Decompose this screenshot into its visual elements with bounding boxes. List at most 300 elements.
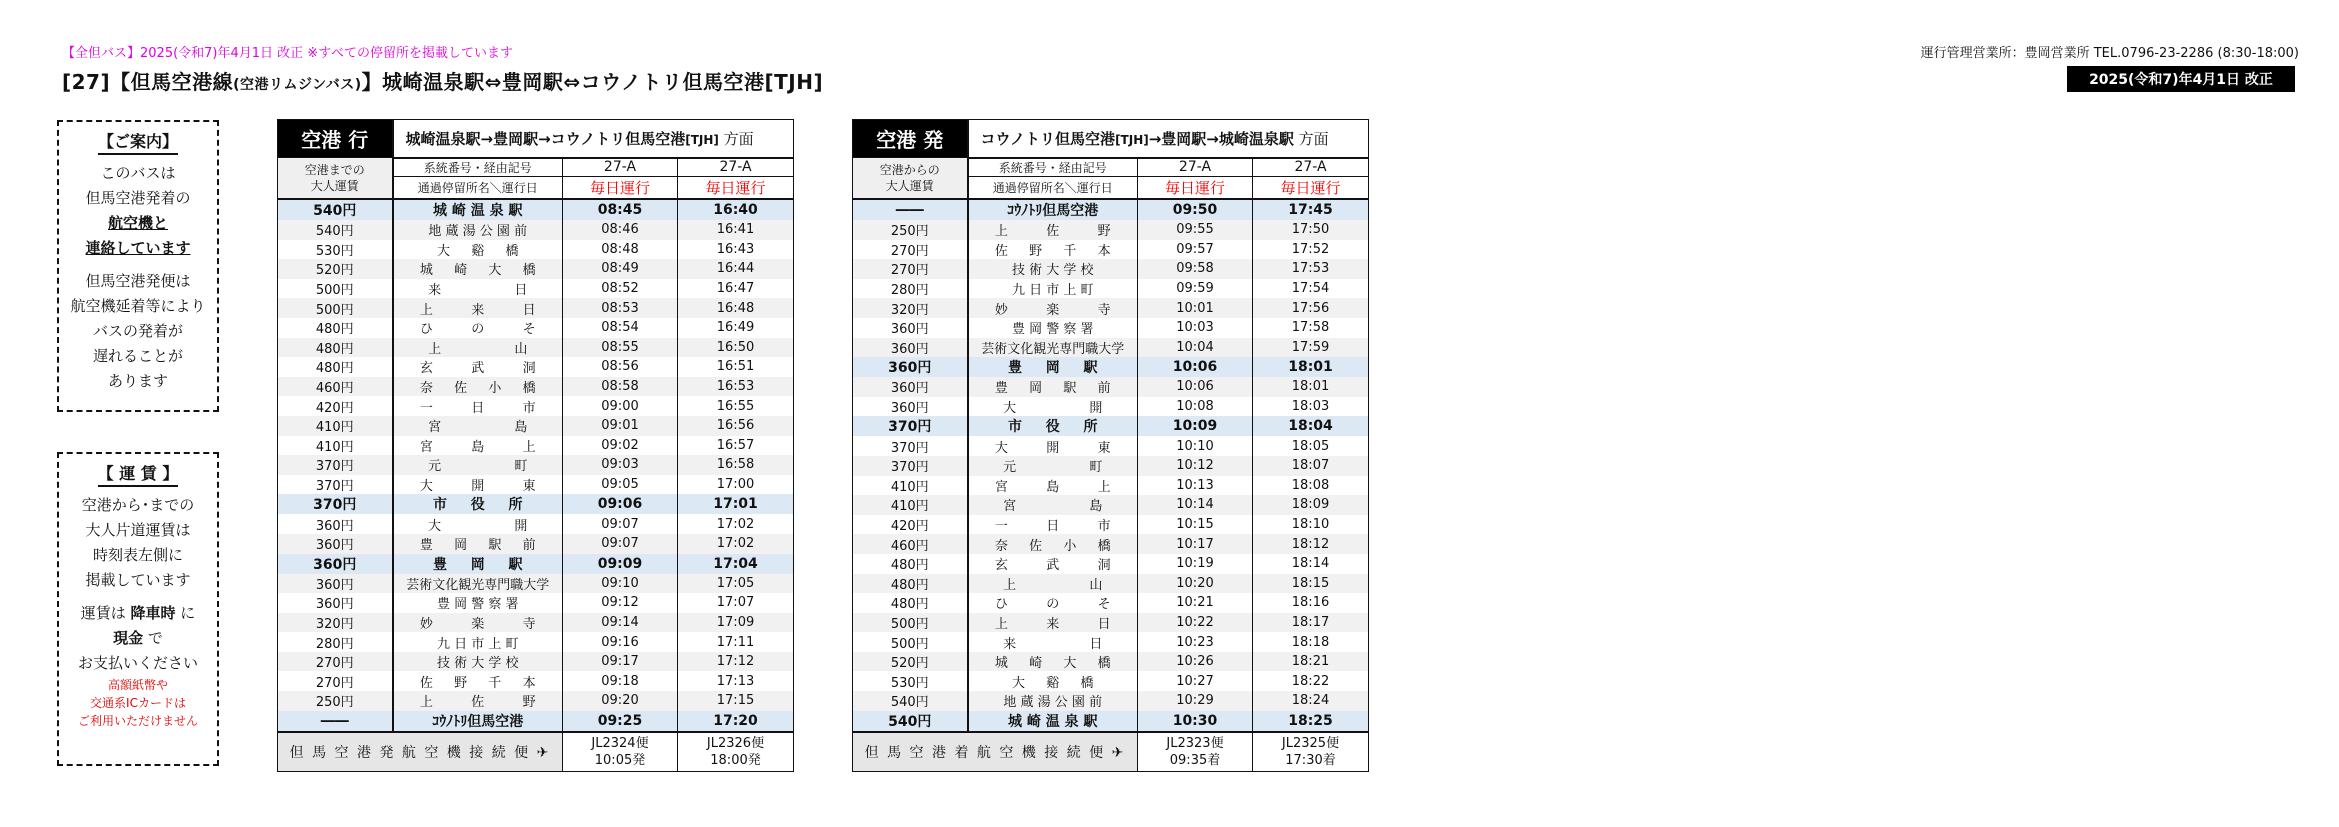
timetable-row bbox=[853, 671, 1369, 691]
page-title bbox=[62, 66, 823, 95]
departure-time-cell: 17:53 bbox=[1253, 259, 1369, 279]
from-airport-title: 空港 発 bbox=[853, 120, 968, 158]
timetable-row bbox=[278, 534, 794, 554]
timetable-row bbox=[278, 455, 794, 475]
timetable-row bbox=[278, 199, 794, 220]
timetable-row bbox=[853, 259, 1369, 279]
departure-time-cell: 08:54 bbox=[563, 318, 678, 338]
stop-name-cell: 城 崎 温 泉 駅 bbox=[393, 199, 563, 220]
departure-time-cell: 09:57 bbox=[1138, 240, 1253, 260]
timetable-row bbox=[853, 279, 1369, 299]
departure-time-cell: 16:48 bbox=[678, 298, 794, 318]
departure-time-cell: 16:56 bbox=[678, 416, 794, 436]
stop-name-cell: 技 術 大 学 校 bbox=[393, 652, 563, 672]
stop-name-cell: 技 術 大 学 校 bbox=[968, 259, 1138, 279]
title-main: [27]【但馬空港線 bbox=[62, 70, 234, 94]
timetable-row bbox=[853, 338, 1369, 358]
fare-head-line: 大人運賃 bbox=[310, 179, 359, 193]
guidance-line: このバスは bbox=[100, 164, 176, 182]
departure-time-cell: 18:01 bbox=[1253, 377, 1369, 397]
departure-time-cell: 16:40 bbox=[678, 199, 794, 220]
payment-emphasis: 現金 bbox=[113, 629, 144, 647]
revision-note: 【全但バス】2025(令和7)年4月1日 改正 ※すべての停留所を掲載しています bbox=[62, 46, 513, 61]
departure-time-cell: 10:13 bbox=[1138, 476, 1253, 496]
departure-time-cell: 09:18 bbox=[563, 671, 678, 691]
stop-name-cell: 宮 島 bbox=[968, 495, 1138, 515]
departure-time-cell: 18:01 bbox=[1253, 357, 1369, 377]
stop-name-cell: 元 町 bbox=[968, 456, 1138, 476]
departure-time-cell: 09:55 bbox=[1138, 220, 1253, 240]
payment-text: 運賃は bbox=[80, 604, 126, 622]
departure-time-cell: 17:45 bbox=[1253, 199, 1369, 220]
timetable-row bbox=[278, 357, 794, 377]
fare-cell: 480円 bbox=[853, 574, 968, 594]
stop-name-cell: 市 役 所 bbox=[393, 494, 563, 514]
fare-cell: 420円 bbox=[853, 515, 968, 535]
departure-time-cell: 10:14 bbox=[1138, 495, 1253, 515]
fare-cell: 360円 bbox=[278, 574, 393, 594]
departure-time-cell: 18:09 bbox=[1253, 495, 1369, 515]
timetable-row bbox=[278, 298, 794, 318]
fare-cell: 280円 bbox=[278, 632, 393, 652]
stop-name-cell: 城 崎 大 橋 bbox=[968, 652, 1138, 672]
departure-time-cell: 10:29 bbox=[1138, 691, 1253, 711]
stop-name-cell: 豊 岡 警 察 署 bbox=[968, 318, 1138, 338]
timetable-row bbox=[278, 652, 794, 672]
stop-name-cell: 玄 武 洞 bbox=[393, 357, 563, 377]
fare-cell: 250円 bbox=[278, 691, 393, 711]
timetable-row bbox=[278, 318, 794, 338]
connecting-flight bbox=[1138, 732, 1253, 772]
payment-text: に bbox=[180, 604, 196, 622]
departure-time-cell: 17:02 bbox=[678, 514, 794, 534]
stop-name-label: 通過停留所名＼運行日 bbox=[393, 177, 563, 200]
departure-time-cell: 16:47 bbox=[678, 279, 794, 299]
departure-time-cell: 09:05 bbox=[563, 475, 678, 495]
system-number-label: 系統番号・経由記号 bbox=[968, 158, 1138, 177]
departure-time-cell: 17:50 bbox=[1253, 220, 1369, 240]
fare-cell: 410円 bbox=[278, 436, 393, 456]
departure-time-cell: 18:08 bbox=[1253, 476, 1369, 496]
guidance-heading: 【ご案内】 bbox=[98, 131, 178, 155]
guidance-bold-line: 連絡しています bbox=[85, 239, 191, 257]
departure-time-cell: 10:01 bbox=[1138, 298, 1253, 318]
departure-time-cell: 10:19 bbox=[1138, 554, 1253, 574]
stop-name-label: 通過停留所名＼運行日 bbox=[968, 177, 1138, 200]
departure-time-cell: 08:56 bbox=[563, 357, 678, 377]
stop-name-cell: 大 開 東 bbox=[393, 475, 563, 495]
fare-cell: 370円 bbox=[278, 494, 393, 514]
fare-line: 時刻表左側に bbox=[92, 546, 183, 564]
stop-name-cell: ｺｳﾉﾄﾘ但馬空港 bbox=[393, 711, 563, 732]
departure-time-cell: 16:55 bbox=[678, 396, 794, 416]
departure-time-cell: 17:15 bbox=[678, 691, 794, 711]
to-airport-timetable bbox=[277, 119, 794, 772]
fare-cell: 500円 bbox=[278, 279, 393, 299]
stop-name-cell: 宮 島 bbox=[393, 416, 563, 436]
guidance-line: 但馬空港発着の bbox=[85, 189, 191, 207]
connecting-flight-label: 但 馬 空 港 着 航 空 機 接 続 便 ✈ bbox=[853, 732, 1138, 772]
departure-time-cell: 17:04 bbox=[678, 554, 794, 574]
route-number: 27-A bbox=[678, 158, 794, 177]
flight-time: 17:30着 bbox=[1285, 752, 1336, 768]
departure-time-cell: 18:18 bbox=[1253, 632, 1369, 652]
departure-time-cell: 08:49 bbox=[563, 259, 678, 279]
flight-time: 18:00発 bbox=[710, 752, 761, 768]
timetable-row bbox=[278, 436, 794, 456]
fare-cell: 270円 bbox=[278, 652, 393, 672]
timetable-row bbox=[278, 514, 794, 534]
stop-name-cell: 大 谿 橋 bbox=[393, 240, 563, 260]
departure-time-cell: 09:03 bbox=[563, 455, 678, 475]
fare-column-header bbox=[853, 158, 968, 200]
timetable-row bbox=[853, 456, 1369, 476]
departure-time-cell: 10:06 bbox=[1138, 377, 1253, 397]
operating-days: 毎日運行 bbox=[1138, 177, 1253, 200]
route-number: 27-A bbox=[1138, 158, 1253, 177]
guidance-line: あります bbox=[107, 372, 168, 390]
departure-time-cell: 10:30 bbox=[1138, 711, 1253, 732]
timetable-row bbox=[853, 495, 1369, 515]
stop-name-cell: 宮 島 上 bbox=[393, 436, 563, 456]
timetable-row bbox=[853, 220, 1369, 240]
fare-cell: 370円 bbox=[278, 455, 393, 475]
payment-line: お支払いください bbox=[77, 654, 198, 672]
departure-time-cell: 10:09 bbox=[1138, 416, 1253, 436]
departure-time-cell: 18:03 bbox=[1253, 397, 1369, 417]
fare-cell: 360円 bbox=[853, 357, 968, 377]
stop-name-cell: 妙 楽 寺 bbox=[968, 298, 1138, 318]
departure-time-cell: 16:41 bbox=[678, 220, 794, 240]
timetable-row bbox=[853, 357, 1369, 377]
departure-time-cell: 16:51 bbox=[678, 357, 794, 377]
fare-cell: 540円 bbox=[278, 220, 393, 240]
departure-time-cell: 17:02 bbox=[678, 534, 794, 554]
flight-number: JL2323便 bbox=[1166, 735, 1224, 751]
timetable-row bbox=[853, 416, 1369, 436]
departure-time-cell: 17:59 bbox=[1253, 338, 1369, 358]
fare-cell: 500円 bbox=[278, 298, 393, 318]
connecting-flight bbox=[563, 732, 678, 772]
fare-cell: 370円 bbox=[278, 475, 393, 495]
stop-name-cell: 元 町 bbox=[393, 455, 563, 475]
fare-cell: 540円 bbox=[278, 199, 393, 220]
fare-cell: 460円 bbox=[278, 377, 393, 397]
departure-time-cell: 10:12 bbox=[1138, 456, 1253, 476]
timetable-row bbox=[278, 377, 794, 397]
stop-name-cell: 上 山 bbox=[968, 574, 1138, 594]
fare-cell: 250円 bbox=[853, 220, 968, 240]
timetable-row bbox=[278, 475, 794, 495]
departure-time-cell: 10:04 bbox=[1138, 338, 1253, 358]
timetable-row bbox=[853, 574, 1369, 594]
stop-name-cell: 上 佐 野 bbox=[968, 220, 1138, 240]
departure-time-cell: 17:00 bbox=[678, 475, 794, 495]
flight-time: 09:35着 bbox=[1169, 752, 1221, 768]
stop-name-cell: 九 日 市 上 町 bbox=[968, 279, 1138, 299]
stop-name-cell: 豊 岡 駅 前 bbox=[393, 534, 563, 554]
departure-time-cell: 18:10 bbox=[1253, 515, 1369, 535]
departure-time-cell: 10:10 bbox=[1138, 436, 1253, 456]
route-code: [TJH] bbox=[685, 132, 719, 147]
timetable-row bbox=[853, 652, 1369, 672]
stop-name-cell: 大 開 東 bbox=[968, 436, 1138, 456]
fare-column-header bbox=[278, 158, 393, 200]
fare-cell: 360円 bbox=[278, 593, 393, 613]
fare-cell: 460円 bbox=[853, 534, 968, 554]
departure-time-cell: 17:52 bbox=[1253, 240, 1369, 260]
departure-time-cell: 18:21 bbox=[1253, 652, 1369, 672]
to-airport-route bbox=[393, 120, 794, 158]
route-text: コウノトリ但馬空港 bbox=[980, 129, 1116, 148]
departure-time-cell: 18:15 bbox=[1253, 574, 1369, 594]
fare-cell: 530円 bbox=[278, 240, 393, 260]
departure-time-cell: 10:15 bbox=[1138, 515, 1253, 535]
timetable-row bbox=[853, 240, 1369, 260]
timetable-row bbox=[853, 593, 1369, 613]
fare-cell: 410円 bbox=[853, 495, 968, 515]
guidance-line: 航空機延着等により bbox=[70, 297, 206, 315]
departure-time-cell: 09:58 bbox=[1138, 259, 1253, 279]
stop-name-cell: 一 日 市 bbox=[968, 515, 1138, 535]
departure-time-cell: 09:09 bbox=[563, 554, 678, 574]
title-paren: (空港リムジンバス) bbox=[233, 77, 362, 93]
fare-cell: 540円 bbox=[853, 691, 968, 711]
to-airport-title: 空港 行 bbox=[278, 120, 393, 158]
payment-warning: ご利用いただけません bbox=[77, 714, 198, 728]
flight-time: 10:05発 bbox=[594, 752, 646, 768]
flight-number: JL2326便 bbox=[706, 735, 765, 751]
timetable-row bbox=[278, 691, 794, 711]
operator-contact: 運行管理営業所：豊岡営業所 TEL.0796-23-2286 (8:30-18:00) bbox=[1920, 46, 2299, 61]
timetable-row bbox=[278, 554, 794, 574]
timetable-row bbox=[278, 259, 794, 279]
fare-cell: 520円 bbox=[853, 652, 968, 672]
departure-time-cell: 17:58 bbox=[1253, 318, 1369, 338]
route-suffix: 方面 bbox=[718, 129, 754, 148]
stop-name-cell: 玄 武 洞 bbox=[968, 554, 1138, 574]
fare-head-line: 空港からの bbox=[879, 163, 940, 177]
flight-number: JL2324便 bbox=[591, 735, 649, 751]
fare-heading: 【 運 賃 】 bbox=[98, 463, 179, 487]
stop-name-cell: 上 佐 野 bbox=[393, 691, 563, 711]
stop-name-cell: 佐 野 千 本 bbox=[968, 240, 1138, 260]
stop-name-cell: 芸術文化観光専門職大学 bbox=[393, 574, 563, 594]
departure-time-cell: 09:59 bbox=[1138, 279, 1253, 299]
fare-cell: ―― bbox=[278, 711, 393, 732]
fare-cell: 480円 bbox=[853, 593, 968, 613]
departure-time-cell: 09:14 bbox=[563, 613, 678, 633]
departure-time-cell: 17:54 bbox=[1253, 279, 1369, 299]
route-text: →豊岡駅→城崎温泉駅 bbox=[1148, 129, 1294, 148]
departure-time-cell: 08:52 bbox=[563, 279, 678, 299]
fare-cell: 410円 bbox=[853, 476, 968, 496]
departure-time-cell: 17:20 bbox=[678, 711, 794, 732]
title-rest: 】城崎温泉駅⇔豊岡駅⇔コウノトリ但馬空港[TJH] bbox=[361, 70, 824, 94]
timetable-row bbox=[853, 691, 1369, 711]
fare-cell: ―― bbox=[853, 199, 968, 220]
fare-cell: 480円 bbox=[278, 357, 393, 377]
fare-cell: 370円 bbox=[853, 456, 968, 476]
stop-name-cell: 城 崎 大 橋 bbox=[393, 259, 563, 279]
timetable-row bbox=[278, 593, 794, 613]
departure-time-cell: 18:22 bbox=[1253, 671, 1369, 691]
connecting-flight-label: 但 馬 空 港 発 航 空 機 接 続 便 ✈ bbox=[278, 732, 563, 772]
departure-time-cell: 09:25 bbox=[563, 711, 678, 732]
departure-time-cell: 18:14 bbox=[1253, 554, 1369, 574]
stop-name-cell: 豊 岡 駅 bbox=[393, 554, 563, 574]
operating-days: 毎日運行 bbox=[1253, 177, 1369, 200]
departure-time-cell: 10:03 bbox=[1138, 318, 1253, 338]
stop-name-cell: 大 開 bbox=[393, 514, 563, 534]
fare-line: 大人片道運賃は bbox=[85, 521, 191, 539]
timetable-row bbox=[278, 279, 794, 299]
departure-time-cell: 08:58 bbox=[563, 377, 678, 397]
timetable-row bbox=[278, 240, 794, 260]
departure-time-cell: 09:17 bbox=[563, 652, 678, 672]
stop-name-cell: 豊 岡 駅 前 bbox=[968, 377, 1138, 397]
stop-name-cell: ひ の そ bbox=[968, 593, 1138, 613]
departure-time-cell: 09:12 bbox=[563, 593, 678, 613]
timetable-row bbox=[278, 396, 794, 416]
connecting-flight bbox=[678, 732, 794, 772]
departure-time-cell: 08:53 bbox=[563, 298, 678, 318]
departure-time-cell: 17:11 bbox=[678, 632, 794, 652]
fare-cell: 480円 bbox=[278, 318, 393, 338]
stop-name-cell: 芸術文化観光専門職大学 bbox=[968, 338, 1138, 358]
stop-name-cell: 上 山 bbox=[393, 338, 563, 358]
system-number-label: 系統番号・経由記号 bbox=[393, 158, 563, 177]
departure-time-cell: 16:50 bbox=[678, 338, 794, 358]
departure-time-cell: 09:07 bbox=[563, 514, 678, 534]
departure-time-cell: 16:44 bbox=[678, 259, 794, 279]
departure-time-cell: 16:49 bbox=[678, 318, 794, 338]
departure-time-cell: 10:17 bbox=[1138, 534, 1253, 554]
guidance-bold-line: 航空機と bbox=[107, 214, 168, 232]
departure-time-cell: 10:06 bbox=[1138, 357, 1253, 377]
fare-cell: 270円 bbox=[278, 671, 393, 691]
timetable-row bbox=[278, 338, 794, 358]
departure-time-cell: 09:07 bbox=[563, 534, 678, 554]
fare-info-box bbox=[57, 452, 219, 766]
departure-time-cell: 18:07 bbox=[1253, 456, 1369, 476]
departure-time-cell: 09:02 bbox=[563, 436, 678, 456]
fare-cell: 360円 bbox=[278, 554, 393, 574]
fare-line: 空港から･までの bbox=[81, 496, 195, 514]
timetable-row bbox=[278, 574, 794, 594]
route-code: [TJH] bbox=[1115, 132, 1149, 147]
timetable-row bbox=[278, 416, 794, 436]
payment-line bbox=[59, 601, 217, 626]
flight-number: JL2325便 bbox=[1281, 735, 1340, 751]
departure-time-cell: 16:58 bbox=[678, 455, 794, 475]
stop-name-cell: 九 日 市 上 町 bbox=[393, 632, 563, 652]
stop-name-cell: 地 蔵 湯 公 園 前 bbox=[393, 220, 563, 240]
stop-name-cell: 地 蔵 湯 公 園 前 bbox=[968, 691, 1138, 711]
departure-time-cell: 10:20 bbox=[1138, 574, 1253, 594]
stop-name-cell: ｺｳﾉﾄﾘ但馬空港 bbox=[968, 199, 1138, 220]
stop-name-cell: 市 役 所 bbox=[968, 416, 1138, 436]
fare-cell: 410円 bbox=[278, 416, 393, 436]
fare-cell: 480円 bbox=[853, 554, 968, 574]
timetable-row bbox=[853, 613, 1369, 633]
timetable-row bbox=[278, 671, 794, 691]
departure-time-cell: 17:01 bbox=[678, 494, 794, 514]
timetable-row bbox=[853, 476, 1369, 496]
operating-days: 毎日運行 bbox=[563, 177, 678, 200]
route-suffix: 方面 bbox=[1293, 129, 1329, 148]
departure-time-cell: 09:50 bbox=[1138, 199, 1253, 220]
fare-cell: 370円 bbox=[853, 436, 968, 456]
fare-cell: 280円 bbox=[853, 279, 968, 299]
guidance-line: 但馬空港発便は bbox=[85, 272, 191, 290]
timetable-row bbox=[853, 397, 1369, 417]
fare-head-line: 大人運賃 bbox=[885, 179, 934, 193]
timetable-row bbox=[278, 613, 794, 633]
payment-emphasis: 降車時 bbox=[130, 604, 176, 622]
timetable-row bbox=[278, 220, 794, 240]
departure-time-cell: 10:22 bbox=[1138, 613, 1253, 633]
route-number: 27-A bbox=[563, 158, 678, 177]
stop-name-cell: 一 日 市 bbox=[393, 396, 563, 416]
revision-date-badge: 2025(令和7)年4月1日 改正 bbox=[2067, 66, 2295, 92]
stop-name-cell: 奈 佐 小 橋 bbox=[968, 534, 1138, 554]
fare-cell: 540円 bbox=[853, 711, 968, 732]
stop-name-cell: 上 来 日 bbox=[393, 298, 563, 318]
payment-warning: 交通系ICカードは bbox=[90, 696, 186, 710]
stop-name-cell: 来 日 bbox=[968, 632, 1138, 652]
fare-cell: 360円 bbox=[278, 534, 393, 554]
fare-cell: 500円 bbox=[853, 613, 968, 633]
timetable-row bbox=[853, 515, 1369, 535]
fare-cell: 360円 bbox=[853, 397, 968, 417]
fare-cell: 480円 bbox=[278, 338, 393, 358]
guidance-box bbox=[57, 120, 219, 412]
departure-time-cell: 18:05 bbox=[1253, 436, 1369, 456]
departure-time-cell: 10:23 bbox=[1138, 632, 1253, 652]
fare-cell: 520円 bbox=[278, 259, 393, 279]
timetable-row bbox=[278, 494, 794, 514]
route-text: 城崎温泉駅→豊岡駅→コウノトリ但馬空港 bbox=[405, 129, 686, 148]
departure-time-cell: 18:25 bbox=[1253, 711, 1369, 732]
timetable-row bbox=[853, 632, 1369, 652]
guidance-line: バスの発着が bbox=[92, 322, 183, 340]
departure-time-cell: 18:17 bbox=[1253, 613, 1369, 633]
fare-cell: 360円 bbox=[853, 318, 968, 338]
departure-time-cell: 18:12 bbox=[1253, 534, 1369, 554]
fare-cell: 360円 bbox=[853, 338, 968, 358]
departure-time-cell: 18:24 bbox=[1253, 691, 1369, 711]
payment-line bbox=[59, 626, 217, 651]
departure-time-cell: 09:20 bbox=[563, 691, 678, 711]
departure-time-cell: 17:12 bbox=[678, 652, 794, 672]
departure-time-cell: 09:10 bbox=[563, 574, 678, 594]
departure-time-cell: 08:55 bbox=[563, 338, 678, 358]
route-number: 27-A bbox=[1253, 158, 1369, 177]
departure-time-cell: 09:16 bbox=[563, 632, 678, 652]
timetable-row bbox=[853, 554, 1369, 574]
timetable-row bbox=[853, 711, 1369, 732]
fare-cell: 270円 bbox=[853, 259, 968, 279]
departure-time-cell: 17:05 bbox=[678, 574, 794, 594]
fare-cell: 500円 bbox=[853, 632, 968, 652]
stop-name-cell: 城 崎 温 泉 駅 bbox=[968, 711, 1138, 732]
departure-time-cell: 08:45 bbox=[563, 199, 678, 220]
fare-cell: 420円 bbox=[278, 396, 393, 416]
fare-head-line: 空港までの bbox=[304, 163, 365, 177]
fare-cell: 530円 bbox=[853, 671, 968, 691]
stop-name-cell: 来 日 bbox=[393, 279, 563, 299]
